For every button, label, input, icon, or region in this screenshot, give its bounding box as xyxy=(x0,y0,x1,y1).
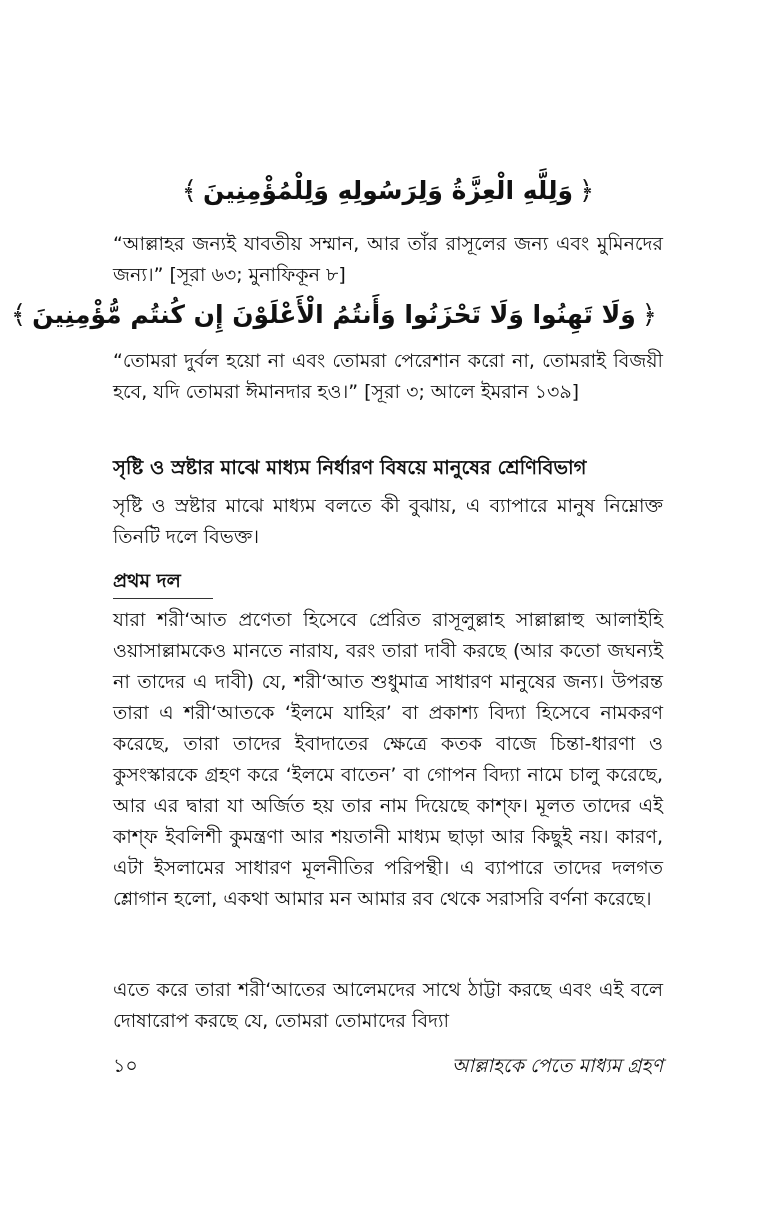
paragraph-first-group: যারা শরী‘আত প্রণেতা হিসেবে প্রেরিত রাসূলুল্লাহ সাল্লাল্লাহু আলাইহি ওয়াসাল্লামকেও মানতে নারায, বরং তারা দাবী করছে (আর কতো জঘন্যই না তাদের এ দাবী) যে, শরী‘আত শুধুমাত্র সাধারণ মানুষের জন্য। উপরন্ত তারা এ শরী‘আতকে ‘ইলমে যাহির’ বা প্রকাশ্য বিদ্যা হিসেবে নামকরণ করেছে, তারা তাদের ইবাদাতের ক্ষেত্রে কতক বাজে চিন্তা-ধারণা ও কুসংস্কারকে গ্রহণ করে ‘ইলমে বাতেন’ বা গোপন বিদ্যা নামে চালু করেছে, আর এর দ্বারা যা অর্জিত হয় তার নাম দিয়েছে কাশ্‌ফ। মূলত তাদের এই কাশ্‌ফ ইবলিশী কুমন্ত্রণা আর শয়তানী মাধ্যম ছাড়া আর কিছুই নয়। কারণ, এটা ইসলামের সাধারণ মূলনীতির পরিপন্থী। এ ব্যাপারে তাদের দলগত শ্লোগান হলো, একথা আমার মন আমার রব থেকে সরাসরি বর্ণনা করেছে। xyxy=(113,609,663,910)
intro-paragraph: সৃষ্টি ও স্রষ্টার মাঝে মাধ্যম বলতে কী বুঝায়, এ ব্যাপারে মানুষ নিম্নোক্ত তিনটি দলে বিভক্ত। xyxy=(113,495,663,548)
verse-2-translation: “তোমরা দুর্বল হয়ো না এবং তোমরা পেরেশান করো না, তোমরাই বিজয়ী হবে, যদি তোমরা ঈমানদার হও।” [সূরা ৩; আলে ইমরান ১৩৯] xyxy=(113,350,663,403)
running-title: আল্লাহকে পেতে মাধ্যম গ্রহণ xyxy=(451,1055,663,1077)
section-heading: সৃষ্টি ও স্রষ্টার মাঝে মাধ্যম নির্ধারণ বিষয়ে মানুষের শ্রেণিবিভাগ xyxy=(113,456,587,479)
quran-verse-1 xyxy=(113,176,663,206)
verse-ornament-open: ﴿ xyxy=(641,300,657,330)
verse-ornament-close: ﴾ xyxy=(181,176,197,206)
verse-1-translation: “আল্লাহর জন্যই যাবতীয় সম্মান, আর তাঁর রাসূলের জন্য এবং মুমিনদের জন্য।” [সূরা ৬৩; মুনাফিকূন ৮] xyxy=(113,233,663,286)
page-footer xyxy=(113,1050,663,1082)
verse-ornament-open: ﴿ xyxy=(579,176,595,206)
subsection-underline xyxy=(113,598,213,599)
verse-ornament-close: ﴾ xyxy=(10,300,27,330)
verse-1-arabic-text: وَلِلَّهِ الْعِزَّةُ وَلِرَسُولِهِ وَلِلْمُؤْمِنِينَ xyxy=(202,176,574,205)
verse-2-arabic-text: وَلَا تَهِنُوا وَلَا تَحْزَنُوا وَأَنتُمُ الْأَعْلَوْنَ إِن كُنتُم مُّؤْمِنِينَ xyxy=(32,300,636,329)
quran-verse-2 xyxy=(10,300,663,330)
subsection-heading: প্রথম দল xyxy=(113,570,181,592)
book-page xyxy=(10,0,663,1208)
paragraph-continuation: এতে করে তারা শরী‘আতের আলেমদের সাথে ঠাট্টা করছে এবং এই বলে দোষারোপ করছে যে, তোমরা তোমাদের বিদ্যা xyxy=(113,979,663,1032)
page-number: ১০ xyxy=(113,1055,138,1077)
